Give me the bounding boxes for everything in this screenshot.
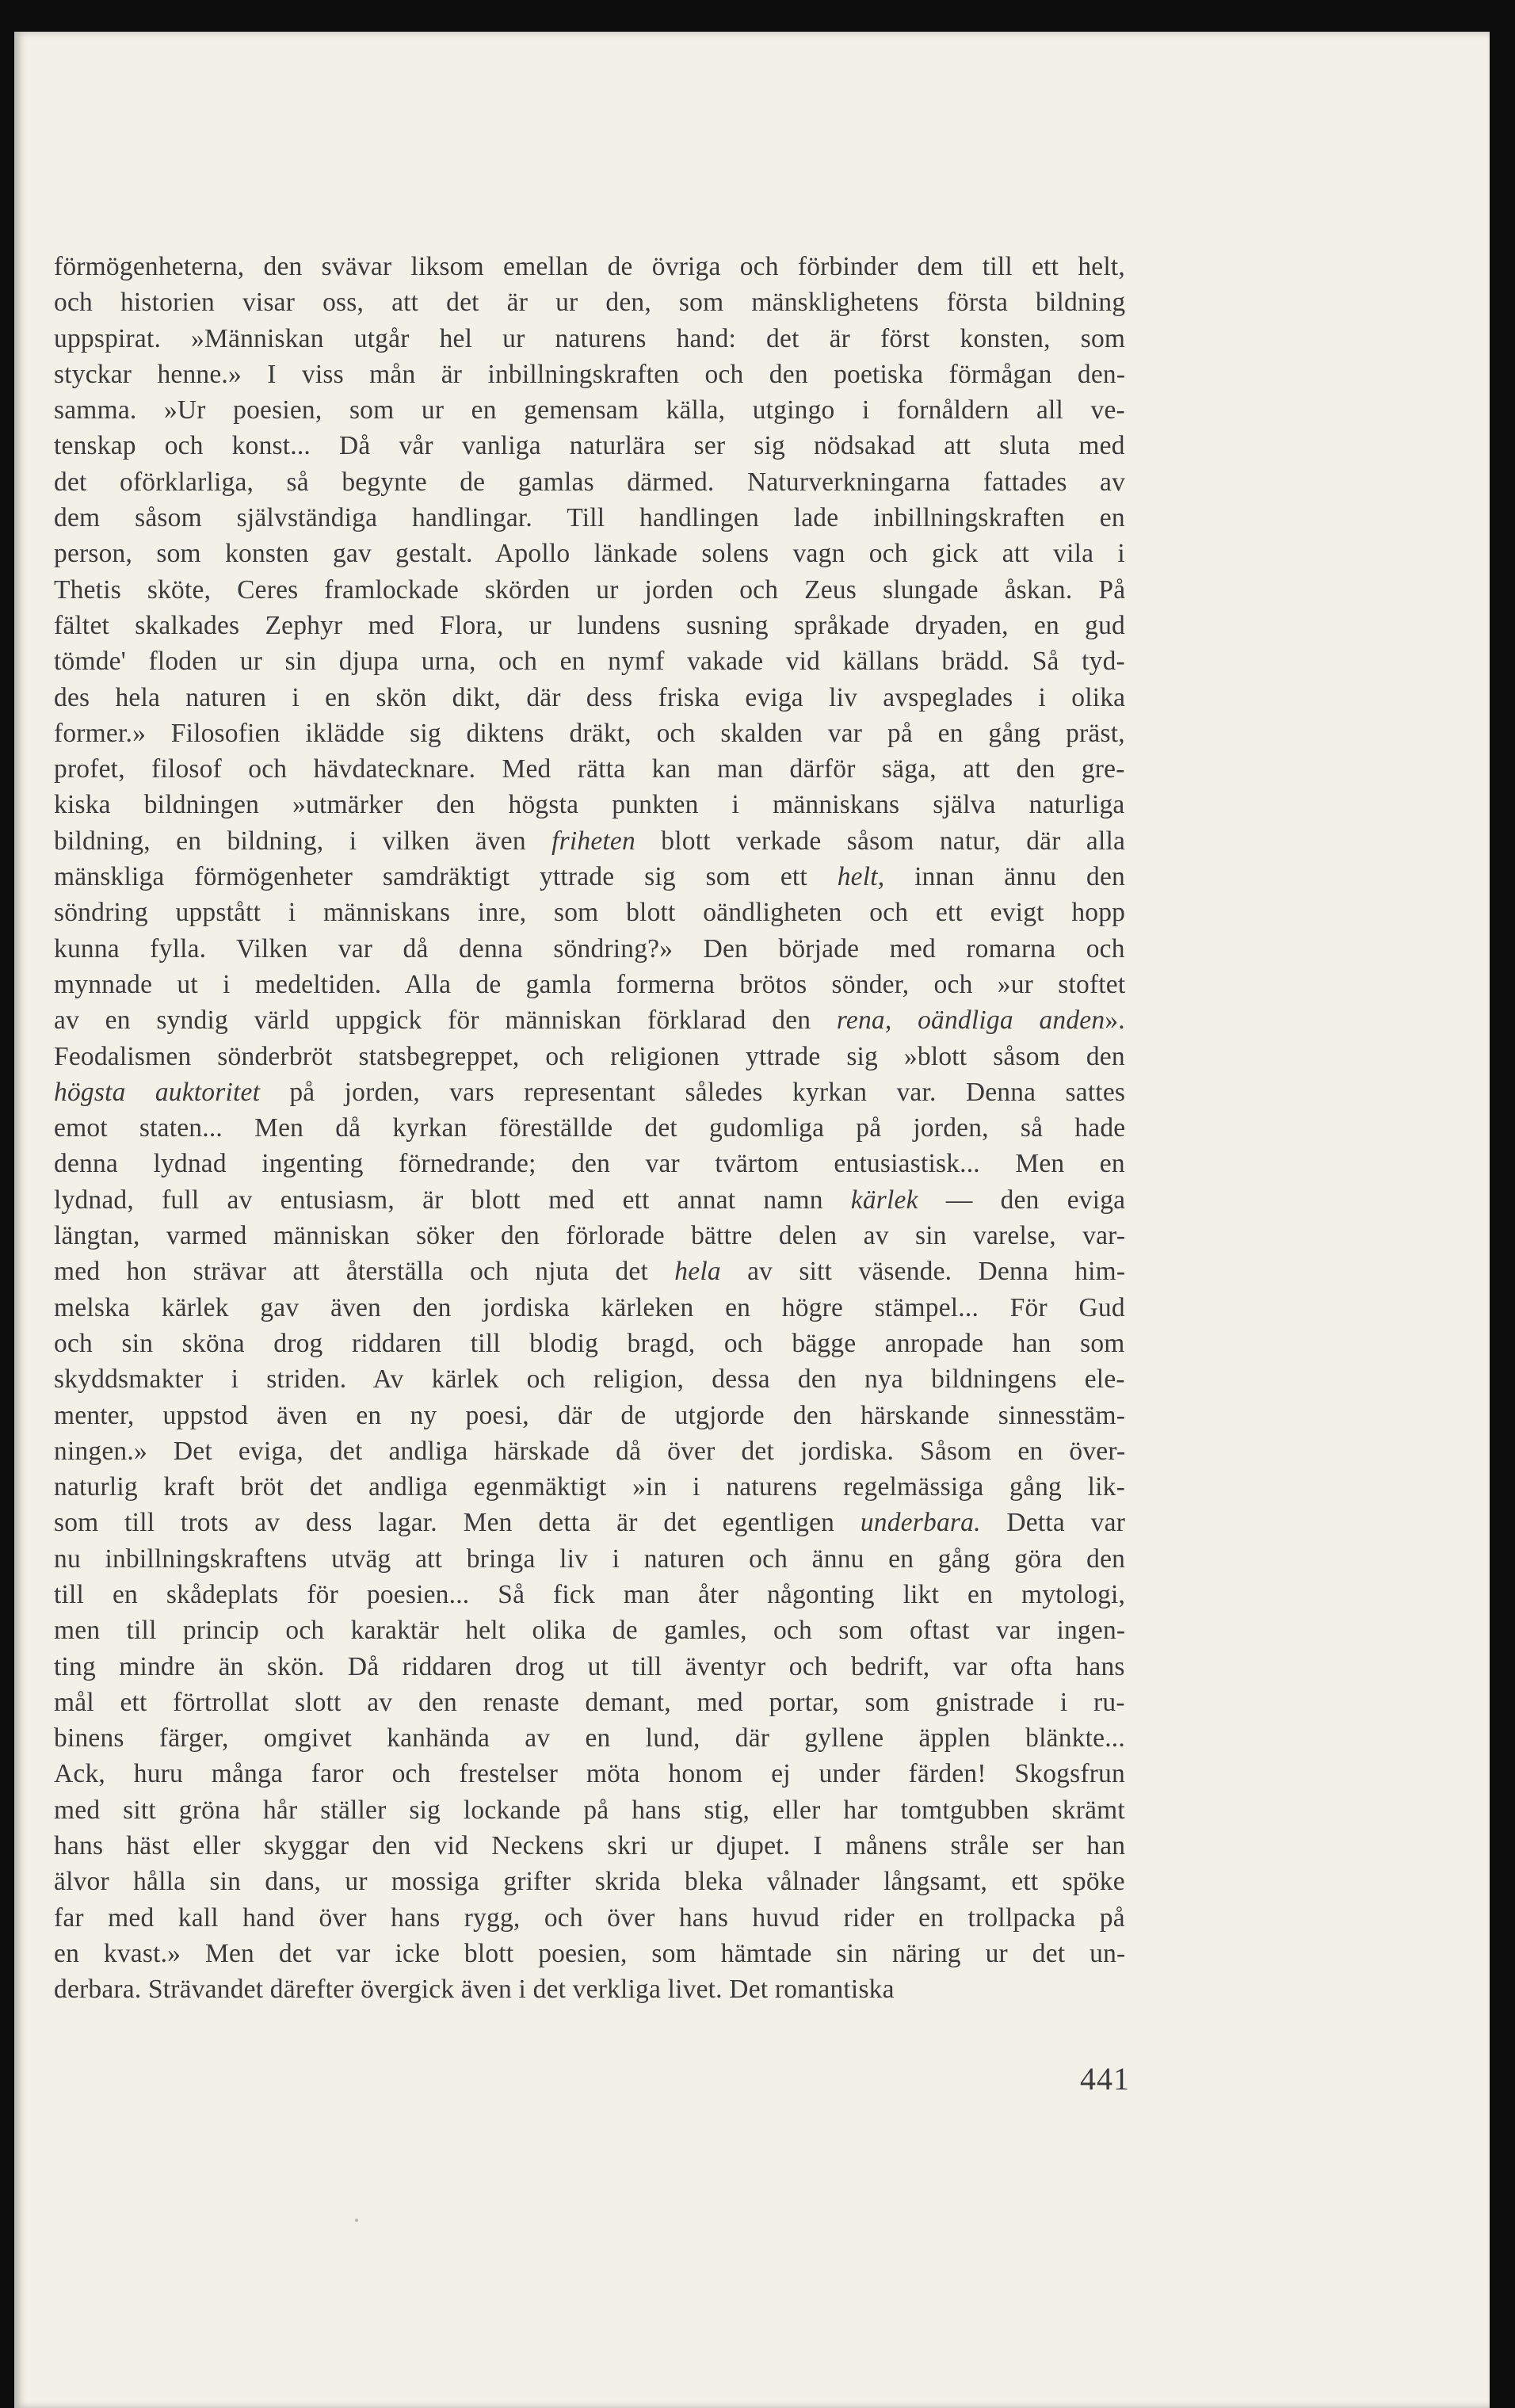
text-segment: blott verkade såsom natur, där alla [661,826,1126,856]
text-line: Feodalismen sönderbröt statsbegreppet, och religionen yttrade sig »blott såsom den [54,1041,1125,1071]
text-segment: som till trots av dess lagar. Men detta är det egentligen [54,1508,835,1538]
book-page [14,32,1490,2408]
text-segment: av en syndig värld uppgick för människan förklarad den [54,1006,811,1036]
text-line: mynnade ut i medeltiden. Alla de gamla formerna brötos sönder, och »ur stoftet [54,969,1126,999]
text-line [54,1002,1125,1038]
italic-text: underbara. [860,1508,981,1538]
text-line: denna lydnad ingenting förnedrande; den var tvärtom entusiastisk... Men en [54,1149,1125,1179]
text-line: kunna fylla. Vilken var då denna söndring?» Den började med romarna och [54,933,1125,964]
text-line: naturlig kraft bröt det andliga egenmäktigt »in i naturens regelmässiga gång lik- [54,1472,1125,1502]
italic-text: kärlek [850,1185,918,1215]
text-line [54,1505,1125,1540]
text-line: person, som konsten gav gestalt. Apollo länkade solens vagn och gick att vila i [54,539,1125,569]
text-line: en kvast.» Men det var icke blott poesien, som hämtade sin näring ur det un- [54,1938,1126,1968]
text-line: skyddsmakter i striden. Av kärlek och religion, dessa den nya bildningens ele- [54,1364,1125,1395]
text-segment: innan ännu den [914,862,1125,892]
text-line: förmögenheterna, den svävar liksom emellan de övriga och förbinder dem till ett helt, [54,252,1125,281]
italic-text: hela [674,1257,721,1287]
text-segment: Detta var [1006,1508,1126,1538]
italic-text: friheten [551,826,635,856]
text-line: mål ett förtrollat slott av den renaste demant, med portar, som gnistrade i ru- [54,1687,1125,1717]
text-line [54,1074,1125,1110]
text-segment: bildning, en bildning, i vilken även [54,826,526,856]
text-segment: lydnad, full av entusiasm, är blott med ett annat namn [54,1185,823,1215]
text-line [54,1182,1125,1218]
paper-speck [355,2219,358,2222]
text-line [54,1254,1125,1289]
text-line: derbara. Strävandet därefter övergick även i det verkliga livet. Det romantiska [54,1975,895,2005]
text-line: till en skådeplats för poesien... Så fick man åter någonting likt en mytologi, [54,1579,1126,1609]
text-segment: — den eviga [945,1185,1126,1215]
text-line: kiska bildningen »utmärker den högsta punkten i människans själva naturliga [54,790,1125,820]
text-line [54,823,1125,859]
text-line: tömde' floden ur sin djupa urna, och en nymf vakade vid källans brädd. Så tyd- [54,647,1125,677]
italic-text: helt, [837,862,885,892]
text-line: former.» Filosofien iklädde sig diktens dräkt, och skalden var på en gång präst, [54,718,1125,748]
text-line: samma. »Ur poesien, som ur en gemensam källa, utgingo i fornåldern all ve- [54,395,1125,426]
text-line: dem såsom självständiga handlingar. Till handlingen lade inbillningskraften en [54,503,1125,533]
text-line: söndring uppstått i människans inre, som blott oändligheten och ett evigt hopp [54,898,1126,928]
text-line: med sitt gröna hår ställer sig lockande på hans stig, eller har tomtgubben skrämt [54,1795,1125,1825]
text-line: älvor hålla sin dans, ur mossiga grifter skrida bleka vålnader långsamt, ett spöke [54,1867,1125,1897]
text-segment: av sitt väsende. Denna him- [747,1257,1126,1287]
text-line: Thetis sköte, Ceres framlockade skörden ur jorden och Zeus slungade åskan. På [54,574,1126,605]
text-segment: mänskliga förmögenheter samdräktigt yttrade sig som ett [54,862,807,892]
text-line: uppspirat. »Människan utgår hel ur naturens hand: det är först konsten, som [54,323,1126,353]
text-line: längtan, varmed människan söker den förlorade bättre delen av sin varelse, var- [54,1221,1126,1251]
text-line: binens färger, omgivet kanhända av en lund, där gyllene äpplen blänkte... [54,1723,1125,1754]
text-line: det oförklarliga, så begynte de gamlas därmed. Naturverkningarna fattades av [54,467,1126,497]
text-line: ningen.» Det eviga, det andliga härskade då över det jordiska. Såsom en över- [54,1436,1126,1466]
text-line: tenskap och konst... Då vår vanliga naturlära ser sig nödsakad att sluta med [54,431,1125,461]
text-line: des hela naturen i en skön dikt, där dess friska eviga liv avspeglades i olika [54,682,1126,712]
text-line: Ack, huru många faror och frestelser möta honom ej under färden! Skogsfrun [54,1759,1125,1789]
text-line [54,859,1125,895]
text-line: fältet skalkades Zephyr med Flora, ur lundens susning språkade dryaden, en gud [54,610,1125,640]
text-segment: på jorden, vars representant således kyrkan var. Denna sattes [289,1077,1126,1107]
text-line: men till princip och karaktär helt olika de gamles, och som oftast var ingen- [54,1616,1126,1646]
text-segment: ». [1105,1006,1125,1036]
text-segment: med hon strävar att återställa och njuta det [54,1257,649,1287]
text-line: styckar henne.» I viss mån är inbillningskraften och den poetiska förmågan den- [54,359,1126,389]
text-line: ting mindre än skön. Då riddaren drog ut till äventyr och bedrift, var ofta hans [54,1651,1125,1681]
text-line: menter, uppstod även en ny poesi, där de utgjorde den härskande sinnesstäm- [54,1400,1126,1430]
text-line: melska kärlek gav även den jordiska kärleken en högre stämpel... För Gud [54,1292,1125,1322]
text-line: far med kall hand över hans rygg, och över hans huvud rider en trollpacka på [54,1902,1125,1933]
text-line: nu inbillningskraftens utväg att bringa liv i naturen och ännu en gång göra den [54,1544,1126,1574]
text-line: emot staten... Men då kyrkan föreställde det gudomliga på jorden, så hade [54,1113,1126,1143]
italic-text: rena, oändliga anden [836,1006,1105,1036]
text-line: och sin sköna drog riddaren till blodig bragd, och bägge anropade han som [54,1328,1125,1358]
text-line: och historien visar oss, att det är ur den, som mänsklighetens första bildning [54,288,1126,318]
italic-text: högsta auktoritet [54,1077,261,1107]
text-line: hans häst eller skyggar den vid Neckens skri ur djupet. I månens stråle ser han [54,1831,1126,1861]
text-line: profet, filosof och hävdatecknare. Med rätta kan man därför säga, att den gre- [54,754,1125,784]
body-text [54,249,1125,2008]
page-number: 441 [1080,2061,1130,2097]
